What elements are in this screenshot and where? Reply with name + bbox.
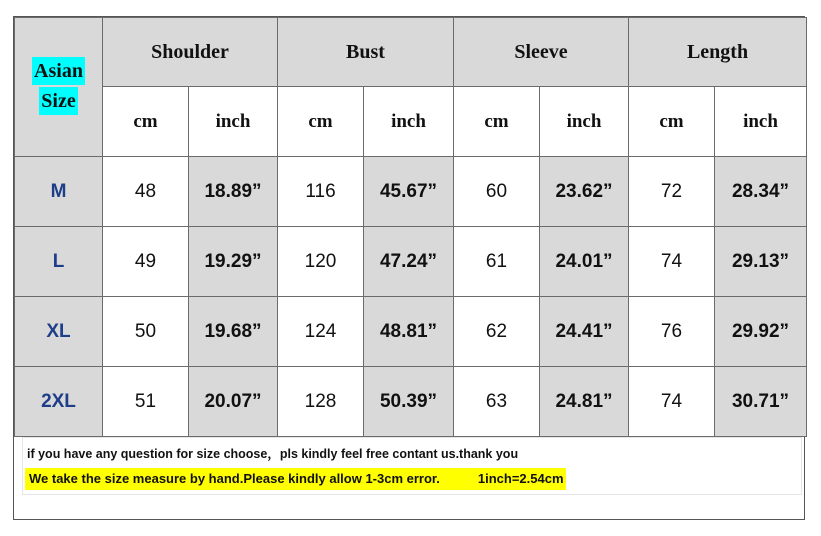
bust-cm-cell: 128 bbox=[278, 367, 364, 437]
length-cm-cell: 74 bbox=[629, 367, 715, 437]
sleeve-cm-cell: 61 bbox=[454, 227, 540, 297]
shoulder-inch-cell: 19.29” bbox=[189, 227, 278, 297]
unit-cm: cm bbox=[103, 87, 189, 157]
shoulder-inch-cell: 18.89” bbox=[189, 157, 278, 227]
shoulder-cm-cell: 48 bbox=[103, 157, 189, 227]
table-row bbox=[15, 367, 807, 437]
sleeve-inch-cell: 24.41” bbox=[540, 297, 629, 367]
shoulder-header: Shoulder bbox=[103, 18, 278, 87]
sleeve-inch-cell: 24.01” bbox=[540, 227, 629, 297]
bust-inch-cell: 48.81” bbox=[364, 297, 454, 367]
unit-cm: cm bbox=[278, 87, 364, 157]
length-header: Length bbox=[629, 18, 807, 87]
unit-cm: cm bbox=[629, 87, 715, 157]
sleeve-cm-cell: 62 bbox=[454, 297, 540, 367]
length-inch-cell: 29.13” bbox=[715, 227, 807, 297]
size-label: Size bbox=[39, 87, 77, 115]
table-row bbox=[15, 297, 807, 367]
asian-size-header bbox=[15, 18, 103, 157]
table-row bbox=[15, 157, 807, 227]
size-notes bbox=[22, 437, 802, 495]
sleeve-header: Sleeve bbox=[454, 18, 629, 87]
unit-cm: cm bbox=[454, 87, 540, 157]
shoulder-cm-cell: 51 bbox=[103, 367, 189, 437]
size-cell: M bbox=[15, 157, 103, 227]
asian-label: Asian bbox=[32, 57, 85, 85]
table-row bbox=[15, 227, 807, 297]
length-cm-cell: 74 bbox=[629, 227, 715, 297]
length-cm-cell: 72 bbox=[629, 157, 715, 227]
shoulder-cm-cell: 49 bbox=[103, 227, 189, 297]
sleeve-inch-cell: 24.81” bbox=[540, 367, 629, 437]
sleeve-inch-cell: 23.62” bbox=[540, 157, 629, 227]
unit-inch: inch bbox=[364, 87, 454, 157]
measurement-error-text: We take the size measure by hand.Please kindly allow 1-3cm error. bbox=[29, 471, 440, 486]
contact-note: if you have any question for size choose，pls kindly feel free contant us.thank you bbox=[27, 447, 519, 461]
unit-inch: inch bbox=[540, 87, 629, 157]
bust-inch-cell: 50.39” bbox=[364, 367, 454, 437]
bust-inch-cell: 45.67” bbox=[364, 157, 454, 227]
length-cm-cell: 76 bbox=[629, 297, 715, 367]
bust-inch-cell: 47.24” bbox=[364, 227, 454, 297]
bust-cm-cell: 124 bbox=[278, 297, 364, 367]
length-inch-cell: 29.92” bbox=[715, 297, 807, 367]
size-cell: 2XL bbox=[15, 367, 103, 437]
size-table bbox=[14, 17, 807, 437]
length-inch-cell: 28.34” bbox=[715, 157, 807, 227]
unit-inch: inch bbox=[715, 87, 807, 157]
sleeve-cm-cell: 60 bbox=[454, 157, 540, 227]
sleeve-cm-cell: 63 bbox=[454, 367, 540, 437]
shoulder-inch-cell: 20.07” bbox=[189, 367, 278, 437]
size-chart bbox=[13, 16, 805, 520]
measurement-note bbox=[25, 468, 566, 490]
inch-conversion-text: 1inch=2.54cm bbox=[477, 471, 564, 486]
shoulder-cm-cell: 50 bbox=[103, 297, 189, 367]
shoulder-inch-cell: 19.68” bbox=[189, 297, 278, 367]
bust-cm-cell: 116 bbox=[278, 157, 364, 227]
size-cell: XL bbox=[15, 297, 103, 367]
length-inch-cell: 30.71” bbox=[715, 367, 807, 437]
unit-inch: inch bbox=[189, 87, 278, 157]
bust-header: Bust bbox=[278, 18, 454, 87]
bust-cm-cell: 120 bbox=[278, 227, 364, 297]
size-cell: L bbox=[15, 227, 103, 297]
